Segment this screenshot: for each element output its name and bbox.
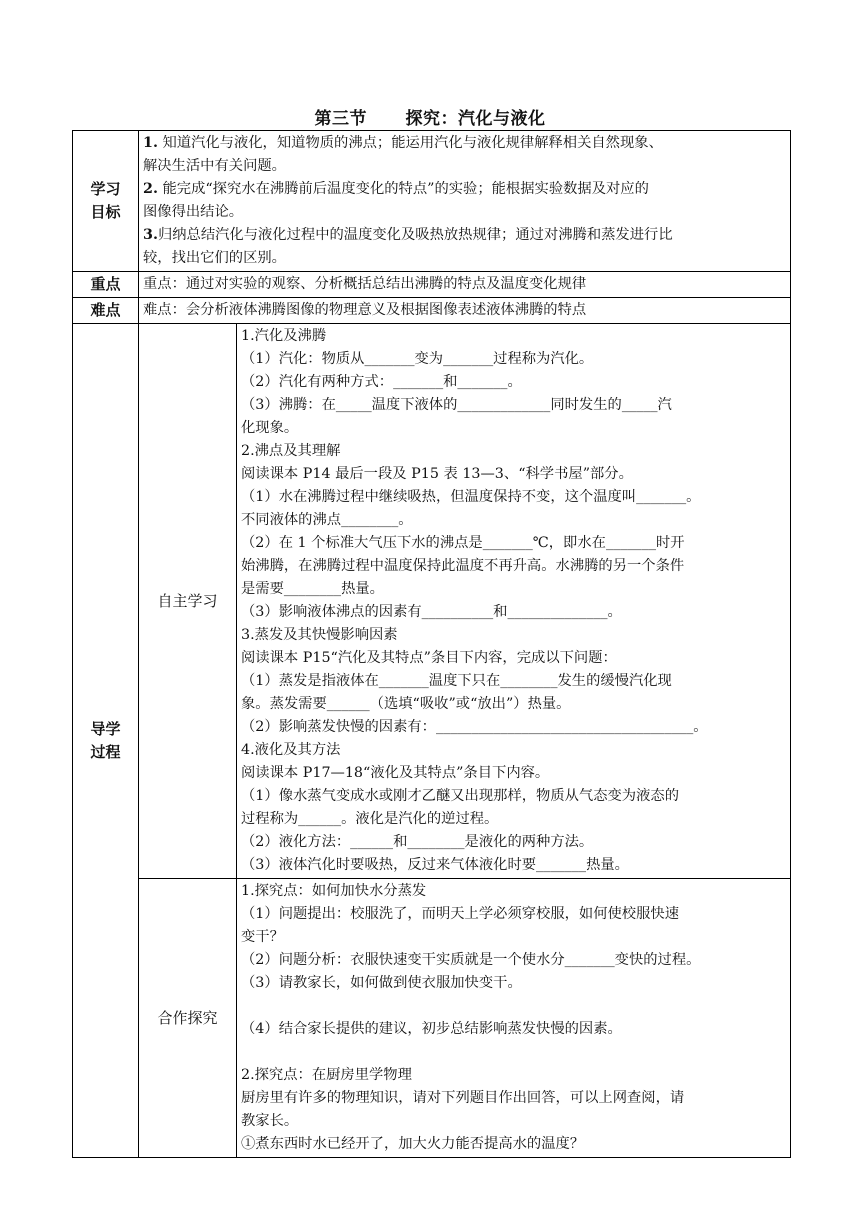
cooperation-line: （2）问题分析：衣服快速变干实质就是一个使水分_______变快的过程。 (241, 952, 701, 968)
self-study-line: 阅读课本 P14 最后一段及 P15 表 13—3、“科学书屋”部分。 (241, 466, 633, 482)
cooperation-label: 合作探究 (139, 879, 237, 1158)
cooperation-content (237, 879, 791, 1158)
goals-label-line1: 学习 (90, 180, 121, 198)
self-study-line: （2）在 1 个标准大气压下水的沸点是_______℃，即水在_______时开 (241, 535, 685, 551)
cooperation-row (73, 879, 791, 1158)
self-study-line: （2）液化方法：______和________是液化的两种方法。 (241, 834, 594, 850)
blank-line (241, 1041, 786, 1064)
self-study-line: 3.蒸发及其快慢影响因素 (241, 627, 398, 643)
self-study-line: （2）影响蒸发快慢的因素有：____________________________________。 (241, 719, 708, 735)
process-label-cell (73, 324, 139, 1158)
self-study-line: （1）水在沸腾过程中继续吸热，但温度保持不变，这个温度叫_______。 (241, 489, 701, 505)
self-study-line: 1.汽化及沸腾 (241, 328, 327, 344)
process-label-line1: 导学 (90, 719, 121, 738)
self-study-line: 是需要________热量。 (241, 581, 384, 597)
self-study-line: 阅读课本 P15“汽化及其特点”条目下内容，完成以下问题： (241, 650, 617, 666)
cooperation-line: ①煮东西时水已经开了，加大火力能否提高水的温度？ (241, 1136, 585, 1152)
lesson-table (72, 130, 791, 1158)
self-study-line: （1）汽化：物质从_______变为_______过程称为汽化。 (241, 351, 594, 367)
self-study-line: 4.液化及其方法 (241, 742, 341, 758)
cooperation-line: 2.探究点：在厨房里学物理 (241, 1067, 412, 1083)
key-point-row (73, 272, 791, 298)
goal-text: 图像得出结论。 (143, 204, 244, 220)
self-study-line: 不同液体的沸点________。 (241, 512, 413, 528)
page-title: 第三节 探究：汽化与液化 (314, 109, 546, 129)
self-study-line: （3）沸腾：在_____温度下液体的_____________同时发生的_____汽 (241, 397, 672, 413)
self-study-line: 2.沸点及其理解 (241, 443, 341, 459)
cooperation-line: 1.探究点：如何加快水分蒸发 (241, 883, 427, 899)
goal-number: 2. (143, 181, 158, 197)
key-point-label: 重点 (73, 272, 139, 298)
goal-line (143, 201, 786, 224)
goal-line (143, 178, 786, 201)
goals-content-cell (139, 131, 791, 272)
blank-line (241, 995, 786, 1018)
goals-label-line2: 目标 (90, 203, 121, 221)
self-study-line: 阅读课本 P17—18“液化及其特点”条目下内容。 (241, 765, 550, 781)
cooperation-line: （1）问题提出：校服洗了，而明天上学必须穿校服，如何使校服快速 (241, 906, 679, 922)
cooperation-line: 教家长。 (241, 1113, 299, 1129)
self-study-line: （1）像水蒸气变成水或刚才乙醚又出现那样，物质从气态变为液态的 (241, 788, 679, 804)
goals-label-cell (73, 131, 139, 272)
self-study-line: （3）影响液体沸点的因素有__________和______________。 (241, 604, 622, 620)
self-study-line: 过程称为______。液化是汽化的逆过程。 (241, 811, 499, 827)
goal-text: 能完成“探究水在沸腾前后温度变化的特点”的实验；能根据实验数据及对应的 (157, 181, 649, 197)
self-study-label: 自主学习 (139, 324, 237, 879)
difficulty-label: 难点 (73, 298, 139, 324)
goal-number: 1. (143, 135, 158, 151)
cooperation-line: 厨房里有许多的物理知识，请对下列题目作出回答，可以上网查阅，请 (241, 1090, 685, 1106)
goal-text: 归纳总结汽化与液化过程中的温度变化及吸热放热规律；通过对沸腾和蒸发进行比 (157, 227, 673, 243)
self-study-line: （3）液体汽化时要吸热，反过来气体液化时要_______热量。 (241, 857, 629, 873)
self-study-row (73, 324, 791, 879)
difficulty-row (73, 298, 791, 324)
cooperation-line: 变干？ (241, 929, 284, 945)
goal-number: 3. (143, 227, 158, 243)
goal-text: 知道汽化与液化，知道物质的沸点；能运用汽化与液化规律解释相关自然现象、 (157, 135, 663, 151)
process-label-line2: 过程 (90, 742, 121, 761)
goal-line (143, 247, 786, 270)
self-study-line: 象。蒸发需要______（选填“吸收”或“放出”）热量。 (241, 696, 571, 712)
key-point-text: 重点：通过对实验的观察、分析概括总结出沸腾的特点及温度变化规律 (139, 272, 791, 298)
self-study-line: 化现象。 (241, 420, 299, 436)
goal-line (143, 155, 786, 178)
self-study-content (237, 324, 791, 879)
cooperation-line: （4）结合家长提供的建议，初步总结影响蒸发快慢的因素。 (241, 1021, 622, 1037)
goal-text: 较，找出它们的区别。 (143, 250, 286, 266)
self-study-line: （1）蒸发是指液体在_______温度下只在________发生的缓慢汽化现 (241, 673, 672, 689)
goal-line (143, 132, 786, 155)
difficulty-text: 难点：会分析液体沸腾图像的物理意义及根据图像表述液体沸腾的特点 (139, 298, 791, 324)
goals-row (73, 131, 791, 272)
self-study-line: （2）汽化有两种方式：_______和_______。 (241, 374, 522, 390)
cooperation-line: （3）请教家长，如何做到使衣服加快变干。 (241, 975, 522, 991)
goal-text: 解决生活中有关问题。 (143, 158, 286, 174)
goal-line (143, 224, 786, 247)
self-study-line: 始沸腾，在沸腾过程中温度保持此温度不再升高。水沸腾的另一个条件 (241, 558, 685, 574)
